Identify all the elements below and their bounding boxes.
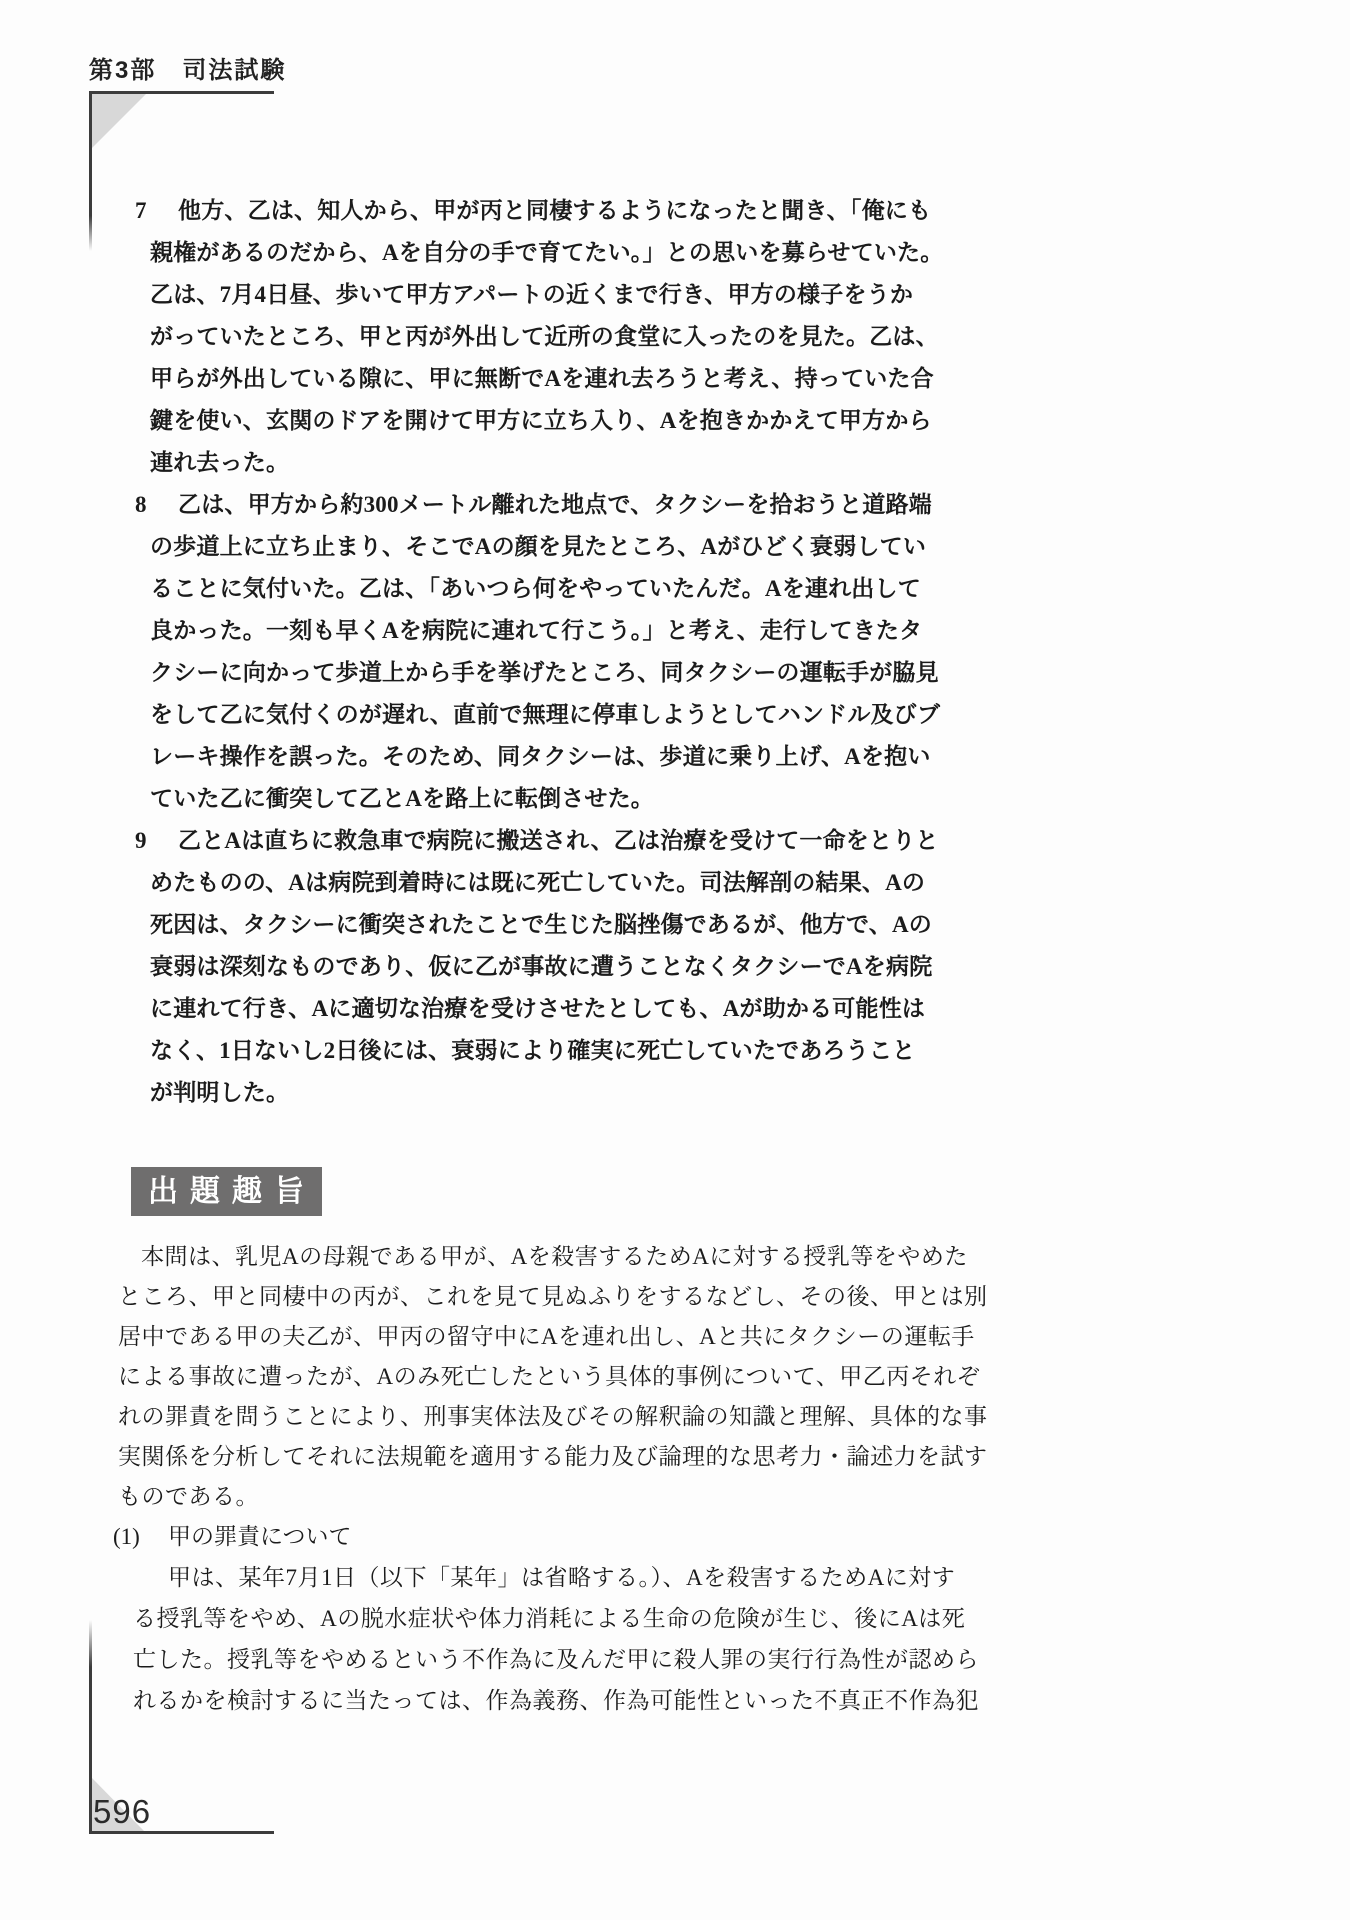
left-margin-rule-bottom [89,1620,92,1833]
text-line: クシーに向かって歩道上から手を挙げたところ、同タクシーの運転手が脇見 [150,660,939,685]
section-heading-purpose: 出題趣旨 [131,1167,322,1216]
text-line: ることに気付いた。乙は、「あいつら何をやっていたんだ。Aを連れ出して [150,576,921,601]
page-number: 596 [93,1793,152,1830]
item-number: 9 [135,828,147,853]
text-line: 鍵を使い、玄関のドアを開けて甲方に立ち入り、Aを抱きかかえて甲方から [150,408,932,433]
text-line: をして乙に気付くのが遅れ、直前で無理に停車しようとしてハンドル及びブ [150,702,941,727]
text-line: る授乳等をやめ、Aの脱水症状や体力消耗による生命の危険が生じ、後にAは死 [133,1606,966,1631]
text-line: 親権があるのだから、Aを自分の手で育てたい。」との思いを募らせていた。 [150,240,944,265]
text-line [135,190,975,232]
footer-rule [89,1831,274,1834]
text-line: 衰弱は深刻なものであり、仮に乙が事故に遭うことなくタクシーでAを病院 [150,954,933,979]
left-margin-rule-top [89,91,92,251]
text-line: ところ、甲と同棲中の丙が、これを見て見ぬふりをするなどし、その後、甲とは別 [118,1284,988,1309]
text-line [135,820,975,862]
text-line: 亡した。授乳等をやめるという不作為に及んだ甲に殺人罪の実行行為性が認めら [133,1647,979,1672]
text-line-content: 乙は、甲方から約300メートル離れた地点で、タクシーを拾おうと道路端 [178,492,932,517]
case-fact-item-9 [135,820,975,1114]
subsection-marker: (1) [113,1524,140,1549]
purpose-paragraph [113,1237,1013,1517]
corner-triangle-top [92,94,146,148]
text-line-content: 他方、乙は、知人から、甲が丙と同棲するようになったと聞き、「俺にも [178,198,932,223]
case-facts-block [135,190,975,1114]
text-line: 良かった。一刻も早くAを病院に連れて行こう。」と考え、走行してきたタ [150,618,923,643]
text-line: 本問は、乳児Aの母親である甲が、Aを殺害するためAに対する授乳等をやめた [141,1244,968,1269]
subsection-body [133,1557,1013,1721]
text-line: れるかを検討するに当たっては、作為義務、作為可能性といった不真正不作為犯 [133,1688,979,1713]
text-line: がっていたところ、甲と丙が外出して近所の食堂に入ったのを見た。乙は、 [150,324,939,349]
text-line: なく、1日ないし2日後には、衰弱により確実に死亡していたであろうこと [150,1038,916,1063]
text-line: レーキ操作を誤った。そのため、同タクシーは、歩道に乗り上げ、Aを抱い [150,744,931,769]
subsection-heading [113,1517,352,1557]
subsection-title: 甲の罪責について [168,1524,352,1549]
item-number: 8 [135,492,147,517]
case-fact-item-7 [135,190,975,484]
text-line: 実関係を分析してそれに法規範を適用する能力及び論理的な思考力・論述力を試す [118,1444,988,1469]
text-line: 甲は、某年7月1日（以下「某年」は省略する。）、Aを殺害するためAに対す [168,1565,956,1590]
text-line: の歩道上に立ち止まり、そこでAの顔を見たところ、Aがひどく衰弱してい [150,534,927,559]
text-line-content: 乙とAは直ちに救急車で病院に搬送され、乙は治療を受けて一命をとりと [178,828,939,853]
text-line: 連れ去った。 [150,450,290,475]
text-line: に連れて行き、Aに適切な治療を受けさせたとしても、Aが助かる可能性は [150,996,926,1021]
header-rule [89,91,274,94]
text-line: が判明した。 [150,1080,290,1105]
part-header: 第3部 司法試験 [89,57,287,84]
case-fact-item-8 [135,484,975,820]
item-number: 7 [135,198,147,223]
text-line: れの罪責を問うことにより、刑事実体法及びその解釈論の知識と理解、具体的な事 [118,1404,988,1429]
text-line [135,484,975,526]
text-line: 甲らが外出している隙に、甲に無断でAを連れ去ろうと考え、持っていた合 [150,366,934,391]
text-line: ものである。 [118,1484,259,1509]
text-line: 居中である甲の夫乙が、甲丙の留守中にAを連れ出し、Aと共にタクシーの運転手 [118,1324,975,1349]
text-line: 死因は、タクシーに衝突されたことで生じた脳挫傷であるが、他方で、Aの [150,912,932,937]
text-line: による事故に遭ったが、Aのみ死亡したという具体的事例について、甲乙丙それぞ [118,1364,981,1389]
text-line: ていた乙に衝突して乙とAを路上に転倒させた。 [150,786,655,811]
text-line: めたものの、Aは病院到着時には既に死亡していた。司法解剖の結果、Aの [150,870,926,895]
text-line: 乙は、7月4日昼、歩いて甲方アパートの近くまで行き、甲方の様子をうか [150,282,914,307]
